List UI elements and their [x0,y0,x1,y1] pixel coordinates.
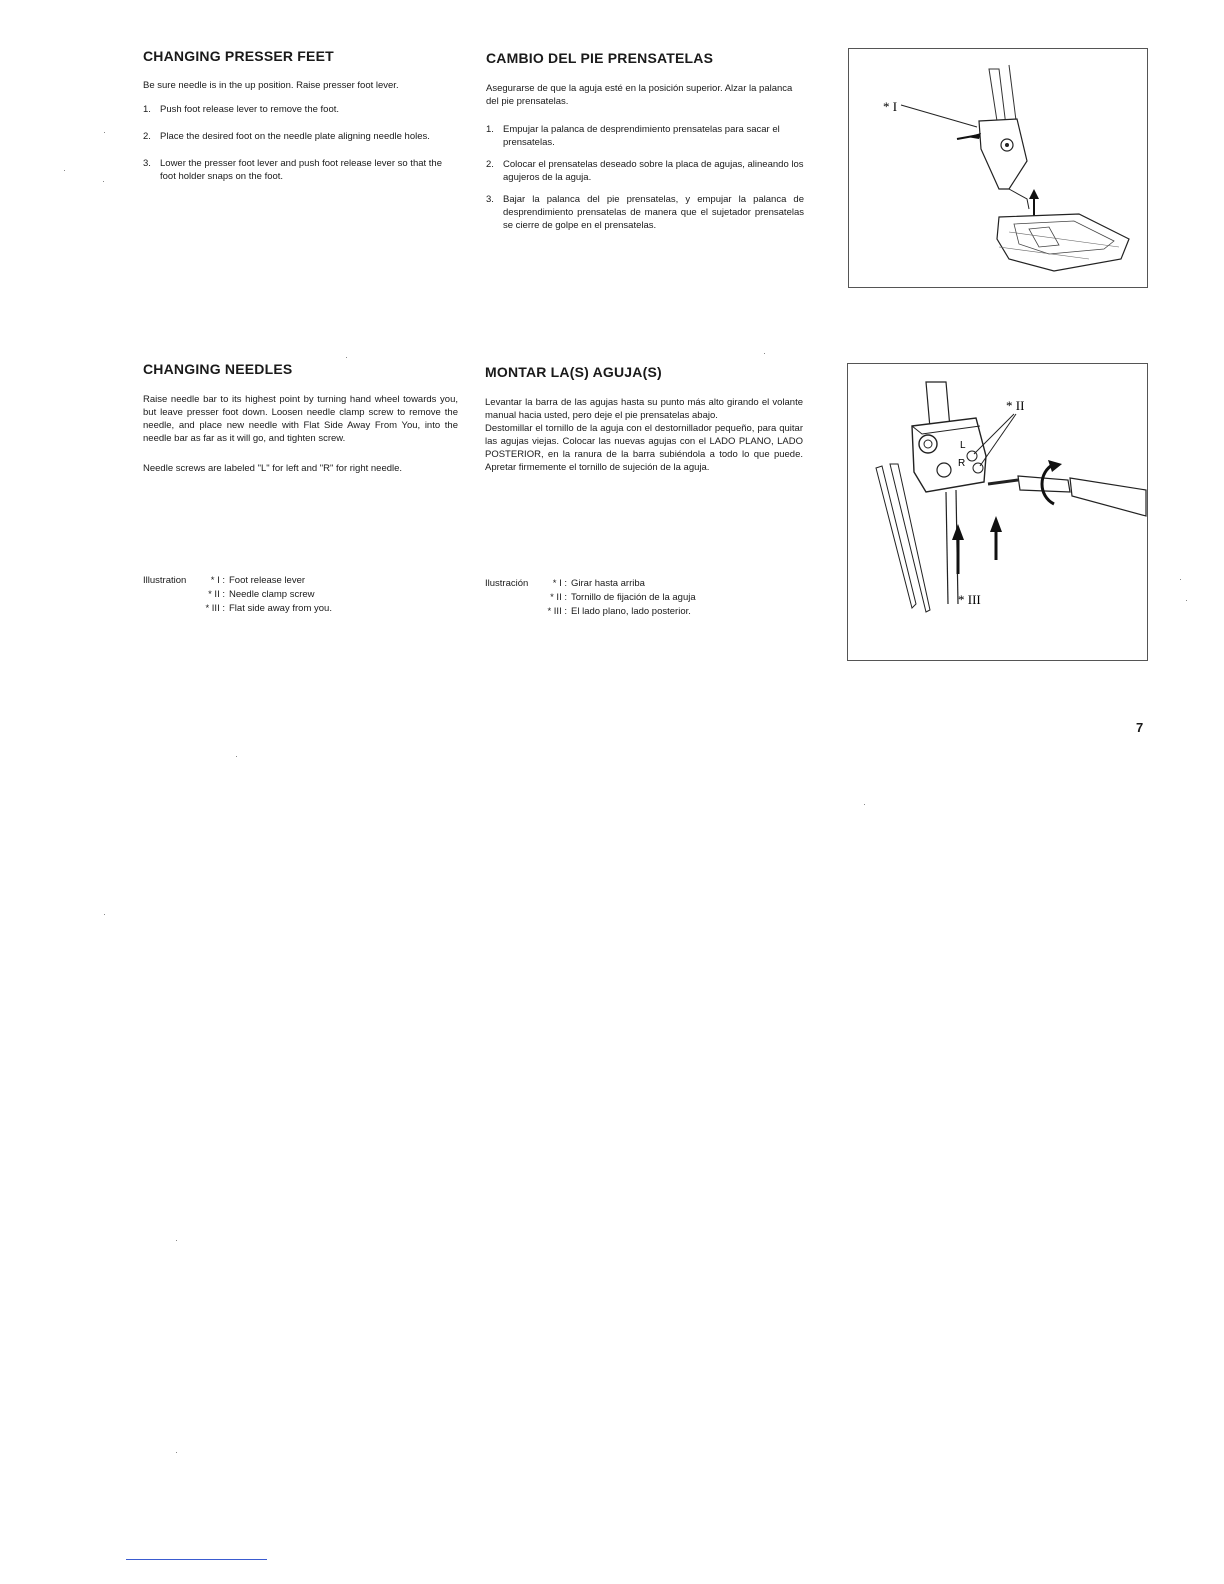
scan-speck [104,132,105,133]
feet-spanish-column [486,50,804,241]
needles-spanish-para2: Destomillar el tornillo de la aguja con el destornillador pequeño, para quitar las agujas viejas. Colocar las nuevas agujas con el LADO PLANO, LADO POSTERIOR, en la ranura de la barra subiéndola a todo lo que puede. Apretar firmemente el tornillo de sujeción de la aguja. [485,423,803,473]
scan-speck [104,914,105,915]
list-item: 3. Lower the presser foot lever and push foot release lever so that the foot holder snaps on the foot. [143,158,442,182]
needles-spanish-para1: Levantar la barra de las agujas hasta su punto más alto girando el volante manual hacia usted, pero deje el pie prensatelas abajo. [485,397,803,421]
needle-change-illustration [847,363,1148,661]
legend-row: * II : Needle clamp screw [208,589,315,600]
needles-english-para2: Needle screws are labeled "L" for left and "R" for right needle. [143,463,403,474]
list-item: 2. Colocar el prensatelas deseado sobre la placa de agujas, alineando los agujeros de la aguja. [486,159,804,183]
presser-foot-drawing [849,49,1147,287]
legend-row: * II : Tornillo de fijación de la aguja [550,592,696,603]
marker-ii: * II [1006,398,1025,413]
scan-speck [64,170,65,171]
list-item: 1. Push foot release lever to remove the foot. [143,104,340,115]
legend-row: * III : El lado plano, lado posterior. [547,606,691,617]
marker-iii: * III [958,592,981,607]
scan-speck [176,1240,177,1241]
scan-speck [1180,579,1181,580]
svg-text:R: R [958,458,966,469]
needles-spanish-column [485,364,803,474]
list-item: 1. Empujar la palanca de desprendimiento prensatelas para sacar el prensatelas. [486,124,780,148]
scan-speck [236,756,237,757]
needles-english-title: CHANGING NEEDLES [143,361,293,377]
needle-change-drawing [848,364,1147,660]
feet-spanish-intro: Asegurarse de que la aguja esté en la posición superior. Alzar la palanca del pie prensatelas. [486,83,793,107]
svg-text:L: L [960,440,966,451]
scan-speck [346,357,347,358]
scan-artifact-line [126,1559,267,1560]
scan-speck [764,353,765,354]
scan-speck [176,1452,177,1453]
presser-foot-illustration [848,48,1148,288]
list-item: 2. Place the desired foot on the needle plate aligning needle holes. [143,131,430,142]
list-item: 3. Bajar la palanca del pie prensatelas, y empujar la palanca de desprendimiento prensatelas de manera que el sujetador prensatelas se cierre de golpe en el prensatelas. [486,194,804,231]
feet-english-intro: Be sure needle is in the up position. Raise presser foot lever. [143,80,399,91]
legend-row: Illustration * I : Foot release lever [143,575,306,586]
needles-english-column [143,361,458,475]
needles-english-legend [143,574,463,616]
feet-spanish-title: CAMBIO DEL PIE PRENSATELAS [486,50,714,66]
scan-speck [864,804,865,805]
needles-english-para1: Raise needle bar to its highest point by turning hand wheel towards you, but leave presser foot down. Loosen needle clamp screw to remove the needle, and place new needle with Flat Side Away From You, into the needle bar as far as it will go, and tighten screw. [143,394,458,444]
legend-row: Ilustración * I : Girar hasta arriba [485,578,645,589]
marker-i: * I [883,99,898,114]
scan-speck [103,181,104,182]
page-number: 7 [1136,720,1144,735]
feet-english-column [143,48,459,192]
needles-spanish-legend [485,577,805,619]
feet-english-title: CHANGING PRESSER FEET [143,48,334,64]
feet-english-steps [143,103,459,183]
needles-spanish-title: MONTAR LA(S) AGUJA(S) [485,364,662,380]
feet-spanish-steps [486,123,804,232]
scan-speck [1186,600,1187,601]
legend-row: * III : Flat side away from you. [205,603,332,614]
